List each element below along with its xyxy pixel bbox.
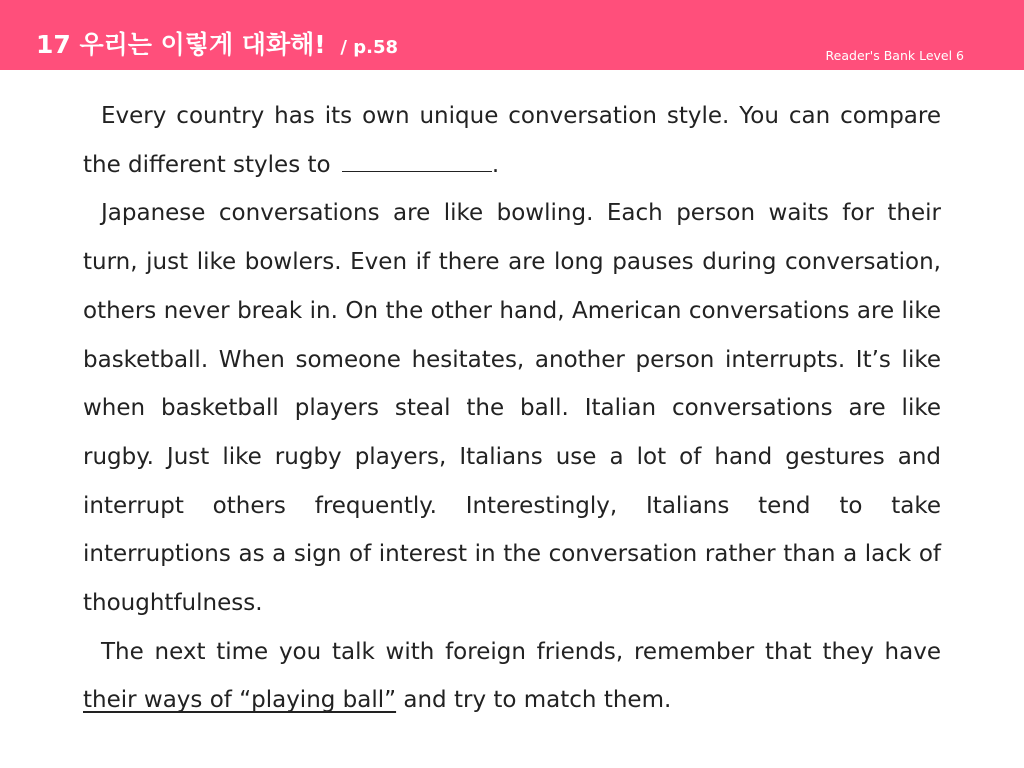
paragraph-1-text: Every country has its own unique conversation style. You can compare the different styles to [83,103,941,178]
paragraph-3-text-after: and try to match them. [403,687,672,714]
page-reference: / p.58 [340,37,398,58]
answer-blank [342,153,492,172]
lesson-title-text: 17 우리는 이렇게 대화해! [36,30,326,59]
reading-passage [83,92,941,725]
paragraph-3-text-before: The next time you talk with foreign friends, remember that they have [101,638,941,665]
paragraph-3 [83,628,941,725]
lesson-title [36,28,398,65]
header-bar [0,0,1024,70]
series-label: Reader's Bank Level 6 [825,48,964,63]
paragraph-1 [83,92,941,189]
paragraph-1-end: . [491,151,500,178]
underlined-phrase: their ways of “playing ball” [83,687,397,714]
paragraph-2: Japanese conversations are like bowling. Each person waits for their turn, just like bowlers. Even if there are long pauses during conversation, others never break in. On the other hand, American conversations are like basketball. When someone hesitates, another person interrupts. It’s like when basketball players steal the ball. Italian conversations are like rugby. Just like rugby players, Italians use a lot of hand gestures and interrupt others frequently. Interestingly, Italians tend to take interruptions as a sign of interest in the conversation rather than a lack of thoughtfulness. [83,200,941,617]
